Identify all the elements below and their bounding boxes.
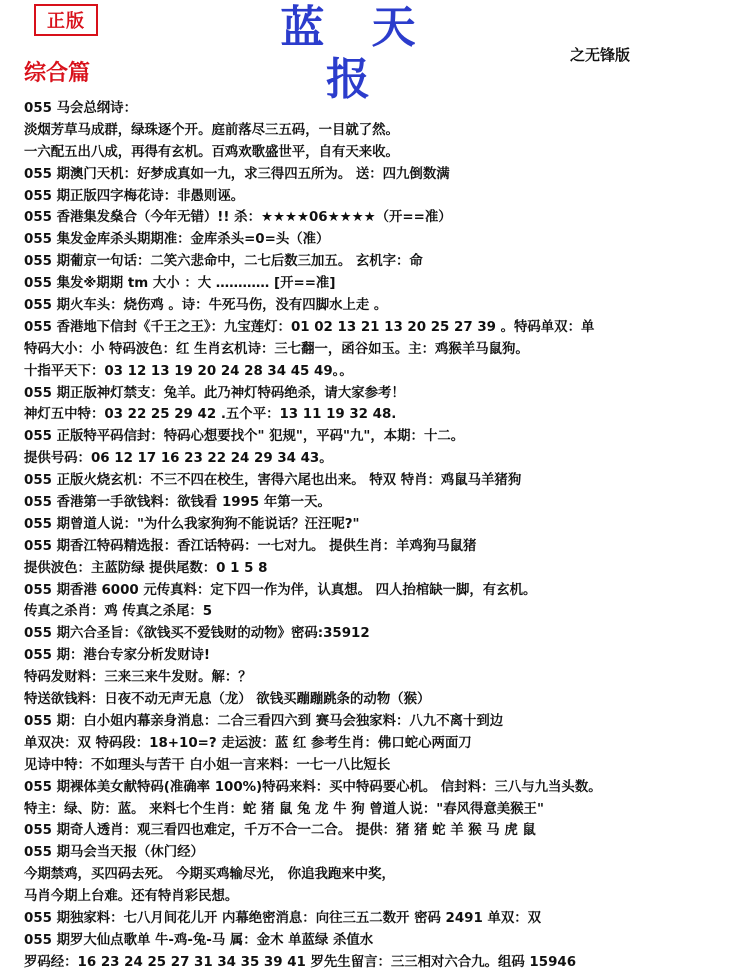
text-line: 055 期曾道人说："为什么我家狗狗不能说话？汪汪呢?" [24, 516, 360, 532]
text-line: 055 期葡京一句话：二笑六悲命中，二七后数三加五。 玄机字：命 [24, 254, 423, 270]
text-line: 特码发财料：三来三来牛发财。解：？ [24, 670, 252, 686]
text-line: 见诗中特：不如理头与苦干 白小姐一言来料：一七一八比短长 [24, 757, 391, 773]
text-line: 055 期奇人透肖：观三看四也难定，千万不合一二合。 提供：猪 猪 蛇 羊 猴 马 虎 鼠 [24, 823, 536, 839]
text-line: 提供波色：主蓝防绿 提供尾数：0 1 5 8 [24, 560, 268, 576]
text-line: 055 期香港 6000 元传真料：定下四一作为伴，认真想。 四人抬棺缺一脚，有玄机。 [24, 582, 537, 598]
masthead-title: 蓝 天 报 [280, 2, 432, 105]
text-line: 提供号码：06 12 17 16 23 22 24 29 34 43。 [24, 451, 333, 467]
text-line: 055 期正版神灯禁支：兔羊。此乃神灯特码绝杀，请大家参考！ [24, 385, 405, 401]
text-line: 055 期裸体美女献特码(准确率 100%)特码来料：买中特码要心机。 信封料：三八与九当头数。 [24, 779, 602, 795]
text-line: 055 期马会当天报（休门经） [24, 845, 204, 861]
text-line: 055 期澳门天机：好梦成真如一九，求三得四五所为。 送：四九倒数满 [24, 166, 450, 182]
text-line: 055 期火车头：烧伤鸡 。诗：牛死马伤，没有四脚水上走 。 [24, 298, 388, 314]
text-line: 055 期正版四字梅花诗：非愚则诬。 [24, 188, 245, 204]
text-line: 055 期罗大仙点歌单 牛-鸡-兔-马 属：金木 单蓝绿 杀值水 [24, 932, 374, 948]
edition-label: 之无锋版 [570, 46, 631, 64]
text-line: 055 期：港台专家分析发财诗! [24, 648, 211, 664]
text-line: 十指平天下：03 12 13 19 20 24 28 34 45 49。。 [24, 363, 353, 379]
text-line: 传真之杀肖：鸡 传真之杀尾：5 [24, 604, 213, 620]
section-title: 综合篇 [24, 60, 91, 86]
text-line: 淡烟芳草马成群，绿珠逐个开。庭前落尽三五码，一目就了然。 [24, 122, 399, 138]
text-line: 055 正版火烧玄机：不三不四在校生，害得六尾也出来。 特双 特肖：鸡鼠马羊猪狗 [24, 473, 522, 489]
text-line: 055 集发※期期 tm 大小 ：大 ………… [开==准] [24, 276, 336, 292]
text-line: 单双决：双 特码段：18+10=? 走运波：蓝 红 参考生肖：佛口蛇心两面刀 [24, 735, 472, 751]
text-line: 特码大小：小 特码波色：红 生肖玄机诗：三七翻一，函谷如玉。主：鸡猴羊马鼠狗。 [24, 341, 529, 357]
text-line: 055 香港集发燊合（今年无错）!! 杀：★★★★06★★★★（开==准） [24, 210, 452, 226]
article-body [24, 98, 739, 974]
text-line: 055 期香江特码精选报：香江话特码：一七对九。 提供生肖：羊鸡狗马鼠猪 [24, 538, 477, 554]
text-line: 055 香港第一手欲钱料：欲钱看 1995 年第一天。 [24, 495, 331, 511]
text-line: 055 集发金库杀头期期准：金库杀头=0=头（准） [24, 232, 330, 248]
text-line: 一六配五出八成，再得有玄机。百鸡欢歌盛世平，自有天来收。 [24, 144, 399, 160]
text-line: 055 马会总纲诗： [24, 101, 137, 116]
text-line: 今期禁鸡，买四码去死。 今期买鸡输尽光， 你追我跑来中奖， [24, 867, 395, 883]
text-line: 特主：绿、防：蓝。 来料七个生肖：蛇 猪 鼠 兔 龙 牛 狗 曾道人说："春风得意美猴王" [24, 801, 544, 817]
text-line: 神灯五中特：03 22 25 29 42 .五个平：13 11 19 32 48. [24, 407, 397, 423]
text-line: 055 期六合圣旨：《欲钱买不爱钱财的动物》密码:35912 [24, 626, 370, 642]
text-line: 055 期：白小姐内幕亲身消息：二合三看四六到 赛马会独家料：八九不离十到边 [24, 713, 504, 729]
text-line: 055 正版特平码信封：特码心想要找个" 犯规"，平码"九"，本期：十二。 [24, 429, 465, 445]
text-line: 055 香港地下信封《千王之王》：九宝莲灯：01 02 13 21 13 20 25 27 39 。特码单双：单 [24, 319, 595, 335]
text-line: 罗码经：16 23 24 25 27 31 34 35 39 41 罗先生留言：三三相对六合九。组码 15946 [24, 954, 577, 970]
text-line: 特送欲钱料：日夜不动无声无息（龙） 欲钱买蹦蹦跳条的动物（猴） [24, 692, 431, 708]
text-line: 055 期独家料：七八月间花儿开 内幕绝密消息：向往三五二数开 密码 2491 单双：双 [24, 910, 542, 926]
genuine-badge: 正版 [34, 4, 98, 36]
text-line: 马肖今期上台难。还有特肖彩民想。 [24, 889, 239, 905]
